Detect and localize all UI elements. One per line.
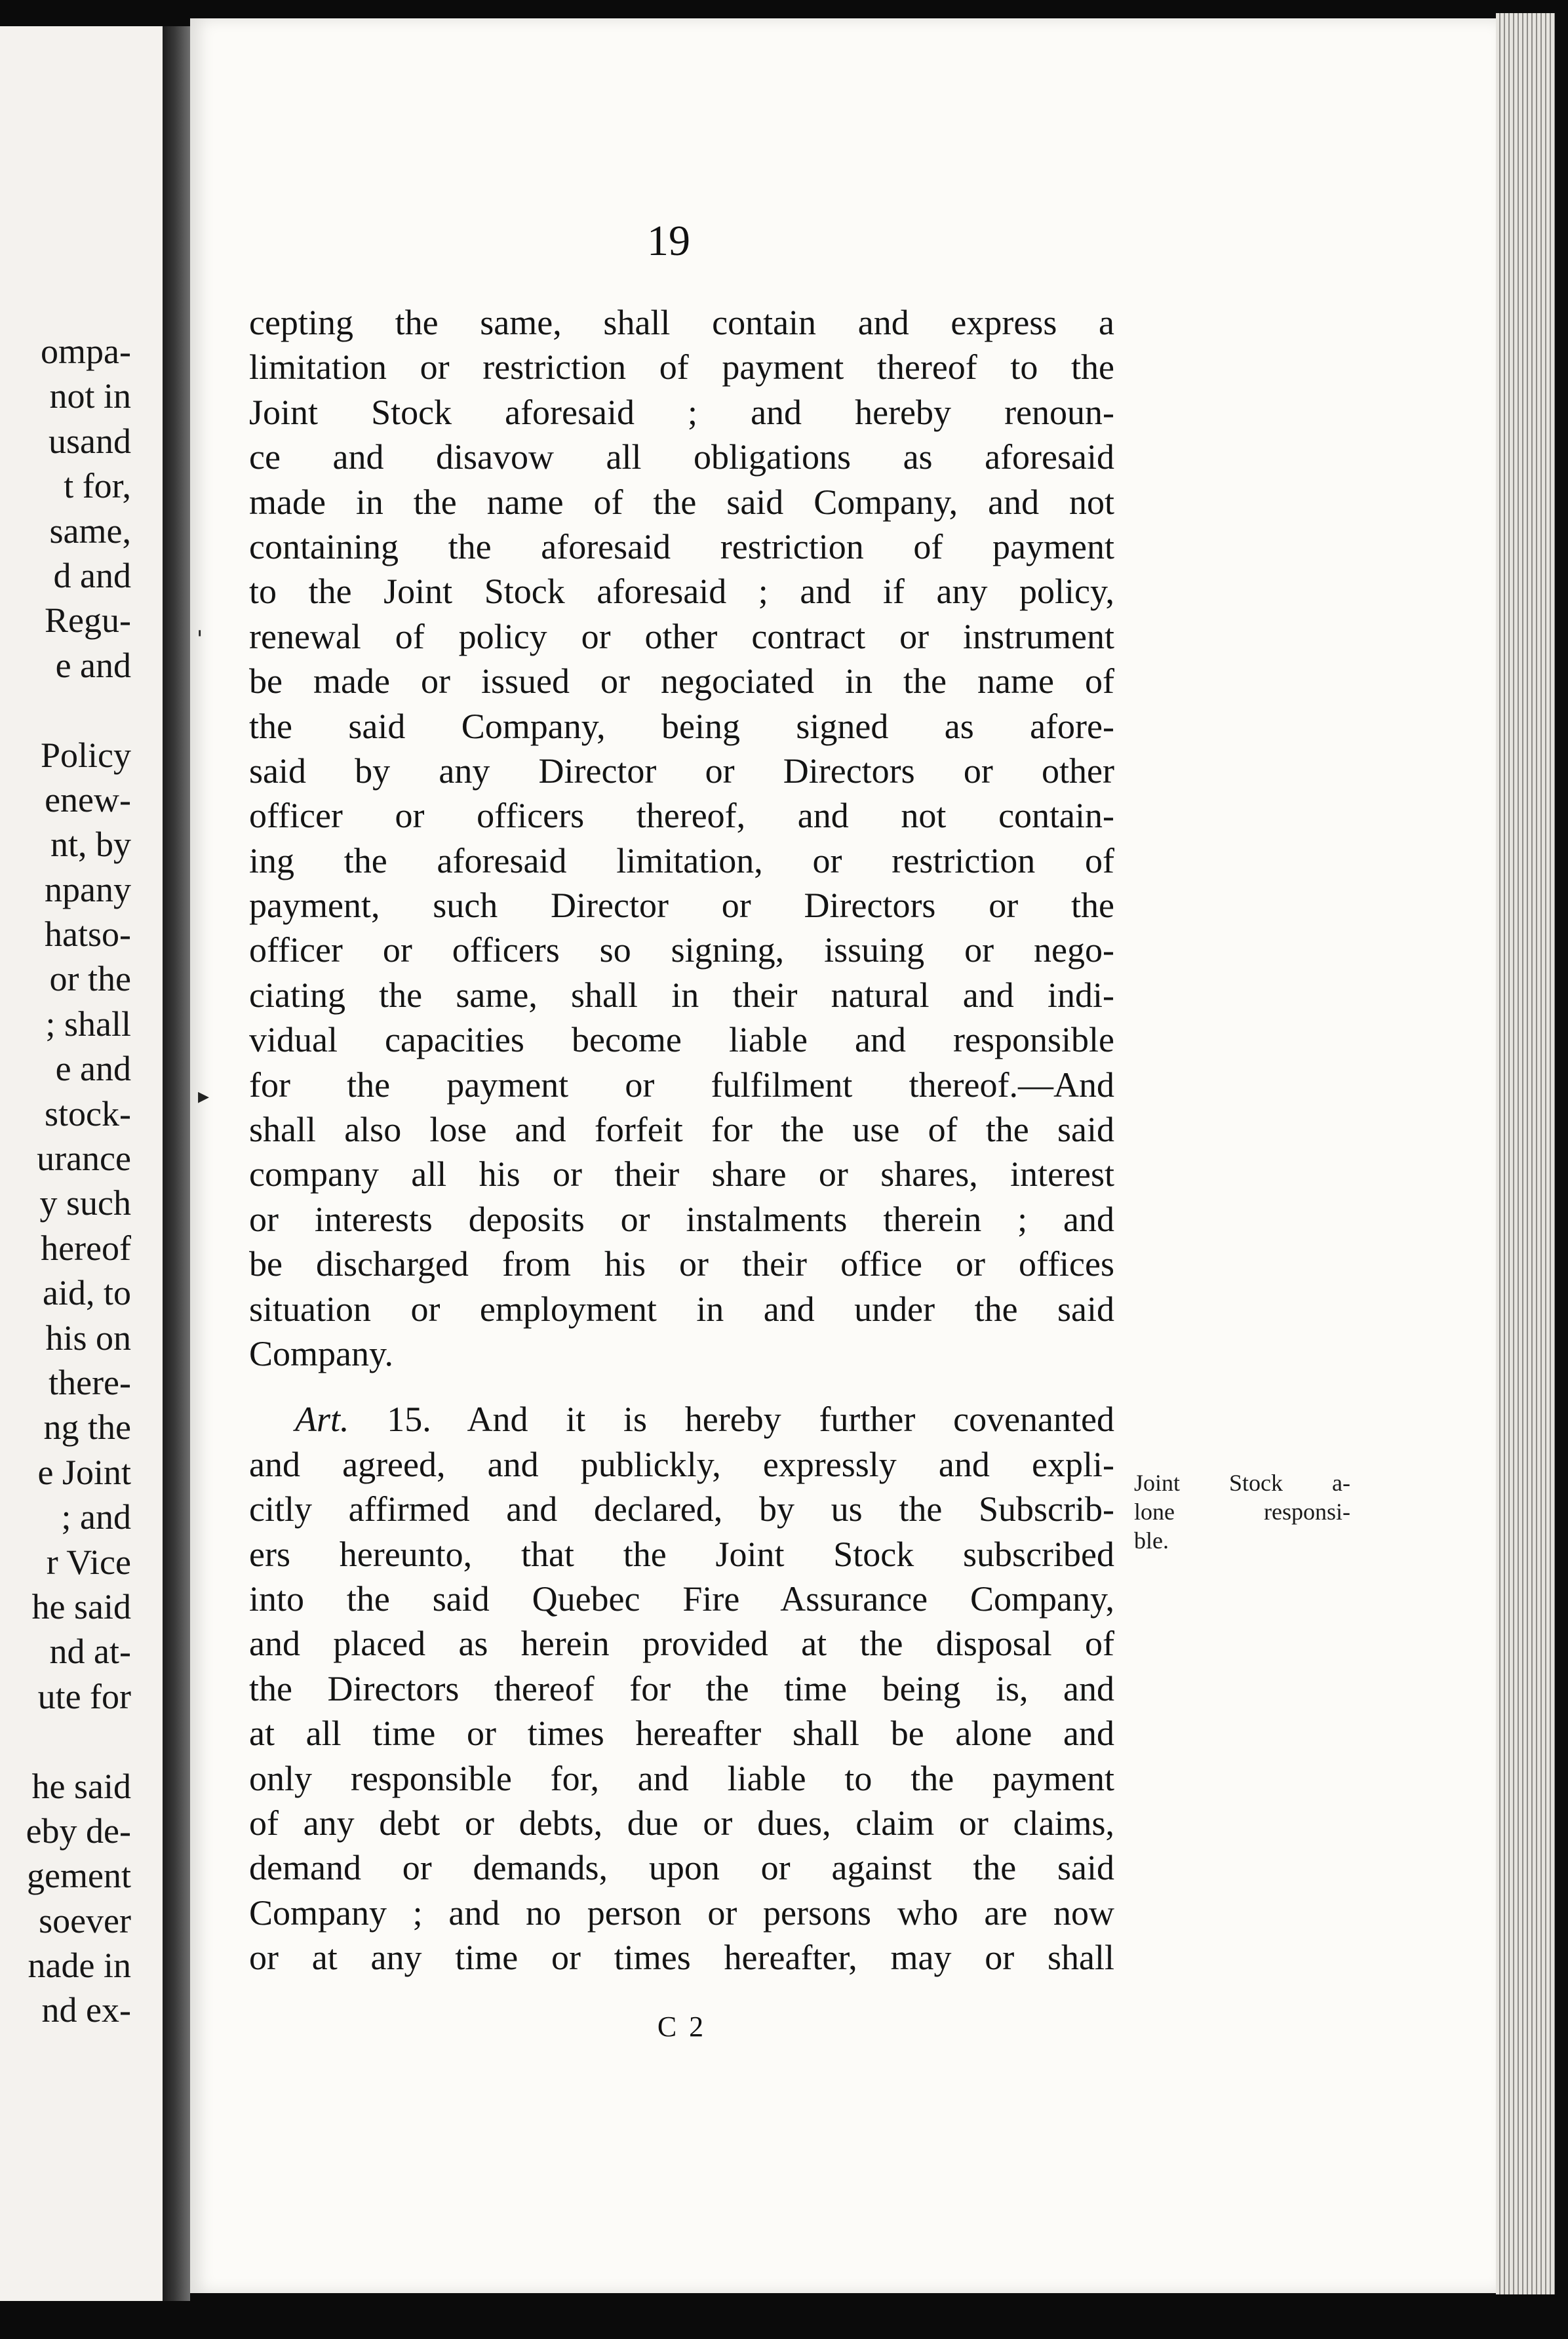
- body-text-line: or interests deposits or instalments therein ; and: [249, 1199, 1114, 1239]
- body-text-line: shall also lose and forfeit for the use of the said: [249, 1110, 1114, 1150]
- left-facing-page: [0, 26, 163, 2301]
- left-page-fragment: there-: [49, 1362, 131, 1402]
- body-text-line: ce and disavow all obligations as aforesaid: [249, 437, 1114, 477]
- book-gutter: [163, 26, 190, 2301]
- marginal-note: [1134, 1468, 1350, 1555]
- left-page-fragment: ute for: [37, 1676, 131, 1716]
- body-text-line: ing the aforesaid limitation, or restriction of: [249, 840, 1114, 880]
- left-page-fragment: or the: [49, 959, 131, 999]
- left-page-fragment: e and: [55, 1049, 131, 1089]
- body-text-line: ers hereunto, that the Joint Stock subscribed: [249, 1534, 1114, 1574]
- left-page-fragment: nd ex-: [41, 1990, 131, 2030]
- marginal-note-line: lone responsi-: [1134, 1499, 1350, 1525]
- left-page-fragment: Regu-: [45, 600, 131, 640]
- body-text-line: renewal of policy or other contract or instrument: [249, 616, 1114, 656]
- left-page-fragment: ; shall: [45, 1004, 131, 1044]
- left-page-fragment: y such: [39, 1183, 131, 1223]
- body-text-line: company all his or their share or shares, interest: [249, 1154, 1114, 1194]
- body-text-line: and placed as herein provided at the disposal of: [249, 1624, 1114, 1664]
- body-text-line: limitation or restriction of payment thereof to the: [249, 347, 1114, 387]
- body-text-line: be made or issued or negociated in the name of: [249, 661, 1114, 701]
- left-page-fragment: d and: [53, 555, 131, 595]
- body-text: [249, 300, 1114, 1980]
- left-page-fragment: hereof: [41, 1228, 131, 1268]
- body-text-line: the said Company, being signed as afore-: [249, 706, 1114, 746]
- left-page-fragment: he said: [31, 1766, 131, 1806]
- body-text-line: be discharged from his or their office or offices: [249, 1244, 1114, 1284]
- body-text-line: Joint Stock aforesaid ; and hereby renoun-: [249, 392, 1114, 432]
- body-text-line: citly affirmed and declared, by us the Subscrib-: [249, 1489, 1114, 1529]
- page-edges: [1496, 13, 1555, 2294]
- left-page-fragment: ompa-: [41, 332, 131, 371]
- left-page-fragment: same,: [49, 511, 131, 551]
- marginal-note-line: Joint Stock a-: [1134, 1470, 1350, 1496]
- body-text-line: Company ; and no person or persons who are now: [249, 1893, 1114, 1933]
- body-text-line: made in the name of the said Company, and not: [249, 482, 1114, 522]
- left-page-fragment: ; and: [61, 1497, 131, 1537]
- body-text-line: said by any Director or Directors or other: [249, 751, 1114, 791]
- body-text-line: vidual capacities become liable and responsible: [249, 1020, 1114, 1060]
- body-text-line: at all time or times hereafter shall be alone and: [249, 1714, 1114, 1754]
- article-opening-text: 15. And it is hereby further covenanted: [349, 1400, 1114, 1440]
- left-page-fragment: stock-: [45, 1093, 131, 1133]
- left-page-fragment: gement: [27, 1856, 131, 1896]
- margin-tick-mark: ': [197, 626, 203, 652]
- paragraph-gap: [249, 1376, 1114, 1397]
- body-text-line: and agreed, and publickly, expressly and expli-: [249, 1444, 1114, 1484]
- body-text-line: Company.: [249, 1333, 393, 1373]
- left-page-fragment: soever: [39, 1900, 131, 1940]
- body-text-line: demand or demands, upon or against the said: [249, 1848, 1114, 1888]
- left-page-fragment: nt, by: [50, 825, 131, 865]
- left-page-fragment: e Joint: [37, 1452, 131, 1492]
- left-page-fragment: eby de-: [26, 1811, 131, 1851]
- body-text-line: containing the aforesaid restriction of payment: [249, 526, 1114, 566]
- marginal-note-line: ble.: [1134, 1527, 1169, 1554]
- body-text-line: officer or officers thereof, and not contain-: [249, 796, 1114, 836]
- left-page-fragment: nade in: [28, 1946, 131, 1986]
- left-page-fragment: r Vice: [46, 1542, 131, 1582]
- left-page-fragment: Policy: [40, 735, 131, 775]
- body-text-line: into the said Quebec Fire Assurance Company,: [249, 1579, 1114, 1619]
- body-text-line: cepting the same, shall contain and express a: [249, 303, 1114, 342]
- body-text-line: ciating the same, shall in their natural and indi-: [249, 975, 1114, 1015]
- left-page-fragment: aid, to: [43, 1273, 131, 1313]
- left-page-fragment: npany: [45, 869, 131, 909]
- body-text-line: payment, such Director or Directors or the: [249, 886, 1114, 926]
- left-page-fragment: his on: [45, 1318, 131, 1358]
- article-label: Art.: [295, 1400, 349, 1440]
- left-page-fragment: [26, 1719, 131, 1763]
- body-text-line: to the Joint Stock aforesaid ; and if any policy,: [249, 572, 1114, 612]
- left-page-fragment: hatso-: [45, 914, 131, 954]
- body-text-line: the Directors thereof for the time being is, and: [249, 1668, 1114, 1708]
- body-text-line: or at any time or times hereafter, may or shall: [249, 1938, 1114, 1978]
- body-text-line: officer or officers so signing, issuing or nego-: [249, 930, 1114, 970]
- page-number: 19: [647, 217, 690, 265]
- left-page-fragment: ng the: [43, 1407, 131, 1447]
- left-page-fragment: nd at-: [49, 1632, 131, 1672]
- left-page-fragment: usand: [49, 421, 131, 461]
- left-page-fragment: e and: [55, 645, 131, 685]
- signature-mark: C 2: [657, 2011, 707, 2043]
- left-page-fragment: not in: [49, 376, 131, 416]
- left-page-fragment: he said: [31, 1586, 131, 1626]
- left-page-fragment: [26, 688, 131, 732]
- body-text-line: of any debt or debts, due or dues, claim or claims,: [249, 1803, 1114, 1843]
- left-page-fragment: enew-: [45, 779, 131, 819]
- left-page-text-fragments: [26, 329, 131, 2033]
- left-page-fragment: t for,: [64, 466, 131, 506]
- margin-arrow-mark: ▸: [198, 1083, 210, 1109]
- body-text-line: for the payment or fulfilment thereof.—And: [249, 1065, 1114, 1105]
- body-text-line: only responsible for, and liable to the payment: [249, 1758, 1114, 1798]
- body-text-line: situation or employment in and under the said: [249, 1289, 1114, 1329]
- left-page-fragment: urance: [37, 1139, 131, 1179]
- article-opening-line: [249, 1397, 1114, 1442]
